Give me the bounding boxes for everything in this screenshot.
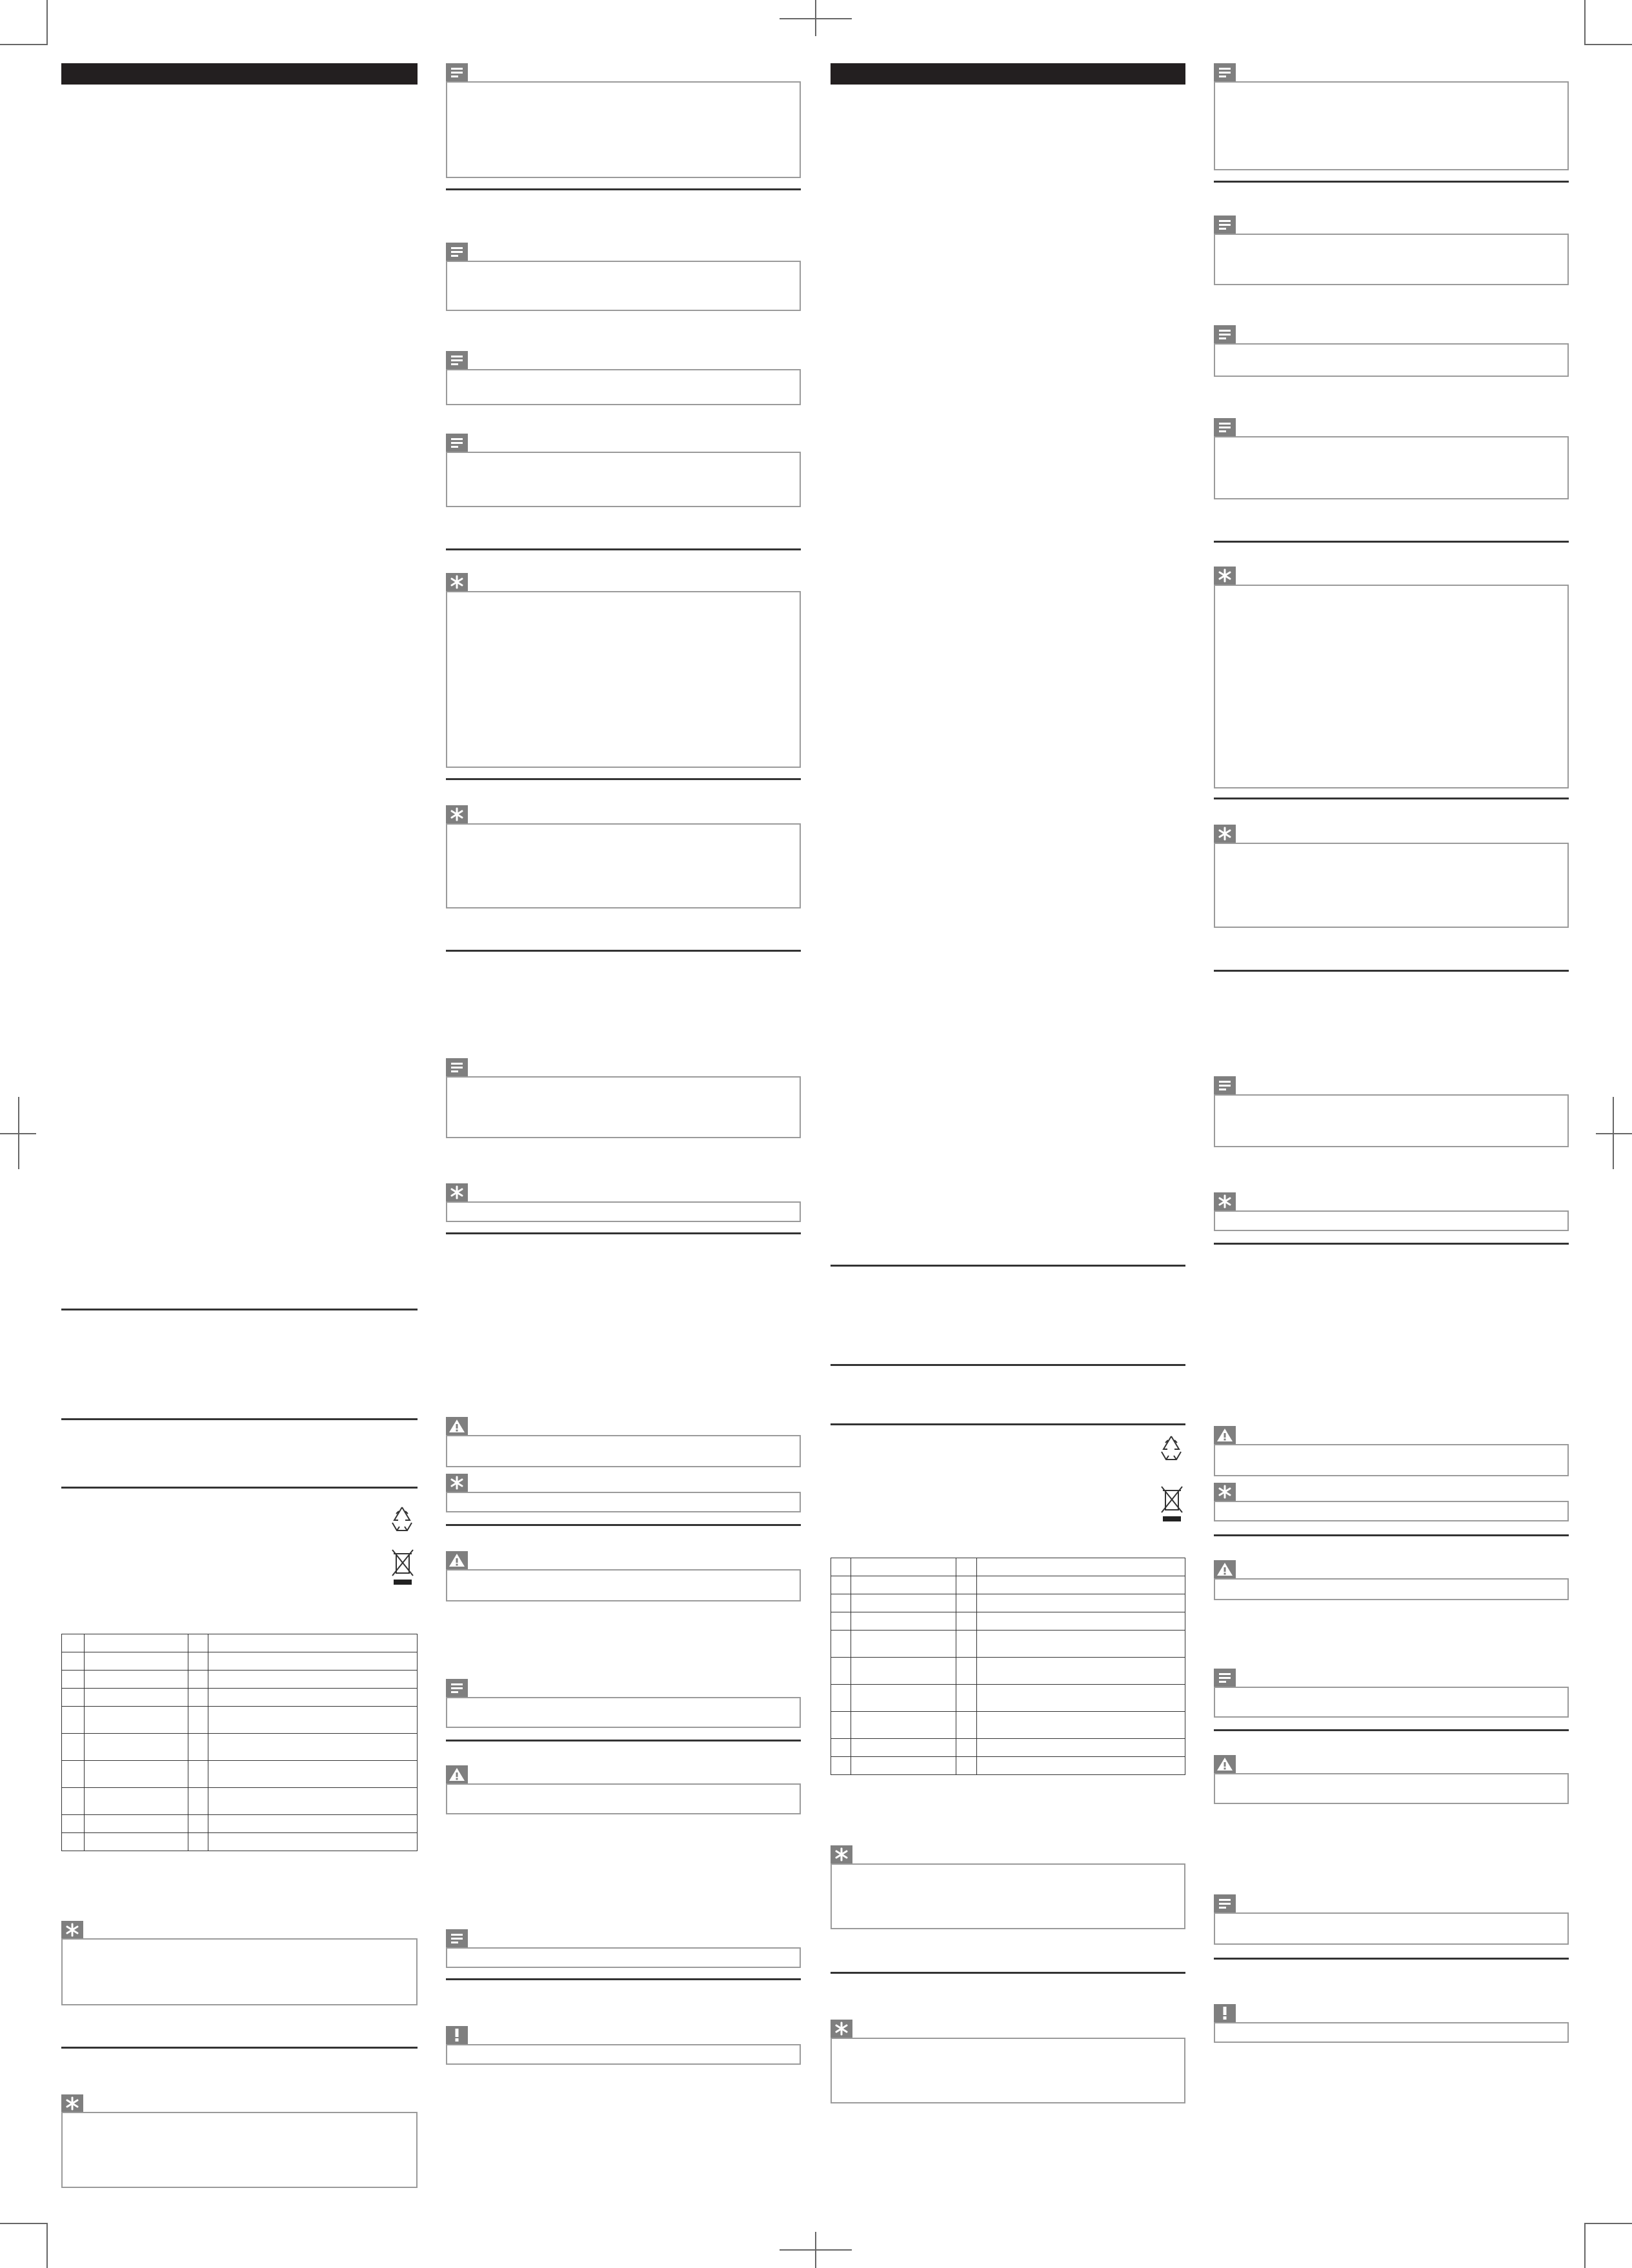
note-box bbox=[446, 1076, 801, 1138]
tip-icon bbox=[61, 2094, 83, 2112]
section-rule bbox=[831, 1972, 1185, 1974]
warning-box bbox=[446, 1435, 801, 1467]
registration-mark bbox=[1596, 1133, 1632, 1134]
section-rule bbox=[831, 1265, 1185, 1267]
note-box bbox=[1214, 234, 1569, 285]
tip-box bbox=[446, 591, 801, 768]
tip-box bbox=[831, 2038, 1185, 2103]
table-row bbox=[62, 1707, 418, 1734]
note-icon bbox=[446, 243, 468, 261]
note-box bbox=[1214, 436, 1569, 499]
note-icon bbox=[1214, 1076, 1236, 1094]
section-rule bbox=[446, 1740, 801, 1741]
table-row bbox=[62, 1634, 418, 1652]
tip-icon bbox=[61, 1921, 83, 1939]
note-icon bbox=[1214, 418, 1236, 436]
tip-box bbox=[446, 1201, 801, 1222]
tip-icon bbox=[446, 805, 468, 823]
tip-icon bbox=[446, 1474, 468, 1492]
note-icon bbox=[446, 1679, 468, 1697]
note-box bbox=[1214, 1687, 1569, 1718]
warning-icon bbox=[446, 1417, 468, 1435]
tip-icon bbox=[446, 573, 468, 591]
table-row bbox=[62, 1689, 418, 1707]
caution-box bbox=[446, 2044, 801, 2065]
note-box bbox=[446, 452, 801, 507]
crossed-bin-icon bbox=[1159, 1484, 1185, 1523]
crop-mark bbox=[1584, 0, 1586, 45]
note-icon bbox=[446, 1058, 468, 1076]
table-row bbox=[831, 1658, 1185, 1685]
crossed-bin-icon bbox=[390, 1547, 416, 1586]
section-rule bbox=[446, 188, 801, 190]
warning-box bbox=[1214, 1578, 1569, 1600]
table-row bbox=[831, 1558, 1185, 1576]
table-row bbox=[831, 1612, 1185, 1631]
table-row bbox=[831, 1594, 1185, 1612]
warning-box bbox=[1214, 1773, 1569, 1804]
note-box bbox=[1214, 343, 1569, 377]
column-1-title-bar bbox=[61, 63, 418, 85]
crop-mark bbox=[46, 0, 48, 45]
tip-icon bbox=[1214, 1192, 1236, 1210]
tip-icon bbox=[831, 1845, 852, 1863]
table-row bbox=[831, 1576, 1185, 1594]
warning-icon bbox=[446, 1765, 468, 1783]
tip-box bbox=[61, 2112, 418, 2188]
section-rule bbox=[831, 1364, 1185, 1366]
tip-icon bbox=[831, 2020, 852, 2038]
section-rule bbox=[61, 2047, 418, 2049]
table-row bbox=[62, 1815, 418, 1833]
section-rule bbox=[446, 950, 801, 952]
caution-icon bbox=[1214, 2004, 1236, 2022]
section-rule bbox=[1214, 1958, 1569, 1960]
registration-mark bbox=[780, 18, 852, 19]
tip-box bbox=[446, 823, 801, 908]
tip-icon bbox=[1214, 1483, 1236, 1501]
table-row bbox=[831, 1712, 1185, 1739]
section-rule bbox=[61, 1487, 418, 1489]
section-rule bbox=[446, 1524, 801, 1526]
table-row bbox=[62, 1734, 418, 1761]
note-icon bbox=[1214, 1669, 1236, 1687]
table-row bbox=[62, 1652, 418, 1671]
section-rule bbox=[446, 1978, 801, 1980]
recycle-icon bbox=[387, 1505, 417, 1534]
data-table bbox=[831, 1558, 1185, 1775]
section-rule bbox=[1214, 970, 1569, 972]
table-row bbox=[831, 1685, 1185, 1712]
table-row bbox=[831, 1631, 1185, 1658]
section-rule bbox=[446, 778, 801, 780]
caution-icon bbox=[446, 2026, 468, 2044]
tip-icon bbox=[1214, 567, 1236, 585]
section-rule bbox=[1214, 1243, 1569, 1245]
tip-box bbox=[1214, 1210, 1569, 1231]
note-icon bbox=[446, 1929, 468, 1947]
tip-box bbox=[831, 1863, 1185, 1929]
section-rule bbox=[831, 1423, 1185, 1425]
section-rule bbox=[1214, 1534, 1569, 1536]
crop-mark bbox=[46, 2223, 48, 2268]
section-rule bbox=[61, 1418, 418, 1420]
note-box bbox=[1214, 1912, 1569, 1945]
registration-mark bbox=[0, 1133, 36, 1134]
note-icon bbox=[446, 351, 468, 369]
section-rule bbox=[446, 1232, 801, 1234]
warning-box bbox=[446, 1569, 801, 1601]
tip-box bbox=[1214, 1501, 1569, 1521]
note-box bbox=[446, 369, 801, 405]
crop-mark bbox=[0, 44, 46, 45]
tip-box bbox=[1214, 843, 1569, 928]
table-row bbox=[831, 1757, 1185, 1775]
warning-icon bbox=[1214, 1560, 1236, 1578]
tip-icon bbox=[446, 1183, 468, 1201]
crop-mark bbox=[1584, 2223, 1586, 2268]
section-rule bbox=[61, 1309, 418, 1310]
section-rule bbox=[1214, 541, 1569, 543]
tip-icon bbox=[1214, 825, 1236, 843]
crop-mark bbox=[0, 2223, 46, 2224]
warning-box bbox=[446, 1783, 801, 1814]
note-icon bbox=[1214, 1894, 1236, 1912]
column-3-title-bar bbox=[831, 63, 1185, 85]
note-box bbox=[446, 1697, 801, 1728]
section-rule bbox=[1214, 1729, 1569, 1731]
crop-mark bbox=[1586, 2223, 1632, 2224]
tip-box bbox=[446, 1492, 801, 1512]
caution-box bbox=[1214, 2022, 1569, 2043]
recycle-icon bbox=[1156, 1434, 1186, 1463]
warning-icon bbox=[446, 1551, 468, 1569]
note-box bbox=[1214, 81, 1569, 170]
table-row bbox=[62, 1761, 418, 1788]
registration-mark bbox=[780, 2249, 852, 2251]
table-row bbox=[62, 1833, 418, 1851]
note-icon bbox=[446, 63, 468, 81]
note-icon bbox=[446, 434, 468, 452]
note-box bbox=[446, 81, 801, 178]
note-icon bbox=[1214, 216, 1236, 234]
warning-box bbox=[1214, 1444, 1569, 1476]
tip-box bbox=[1214, 585, 1569, 788]
table-row bbox=[62, 1788, 418, 1815]
note-icon bbox=[1214, 325, 1236, 343]
data-table bbox=[61, 1634, 418, 1851]
warning-icon bbox=[1214, 1426, 1236, 1444]
section-rule bbox=[1214, 798, 1569, 799]
note-box bbox=[1214, 1094, 1569, 1147]
warning-icon bbox=[1214, 1755, 1236, 1773]
note-box bbox=[446, 261, 801, 311]
note-box bbox=[446, 1947, 801, 1968]
table-row bbox=[831, 1739, 1185, 1757]
section-rule bbox=[1214, 181, 1569, 183]
section-rule bbox=[446, 548, 801, 550]
note-icon bbox=[1214, 63, 1236, 81]
crop-mark bbox=[1586, 44, 1632, 45]
tip-box bbox=[61, 1938, 418, 2005]
table-row bbox=[62, 1671, 418, 1689]
